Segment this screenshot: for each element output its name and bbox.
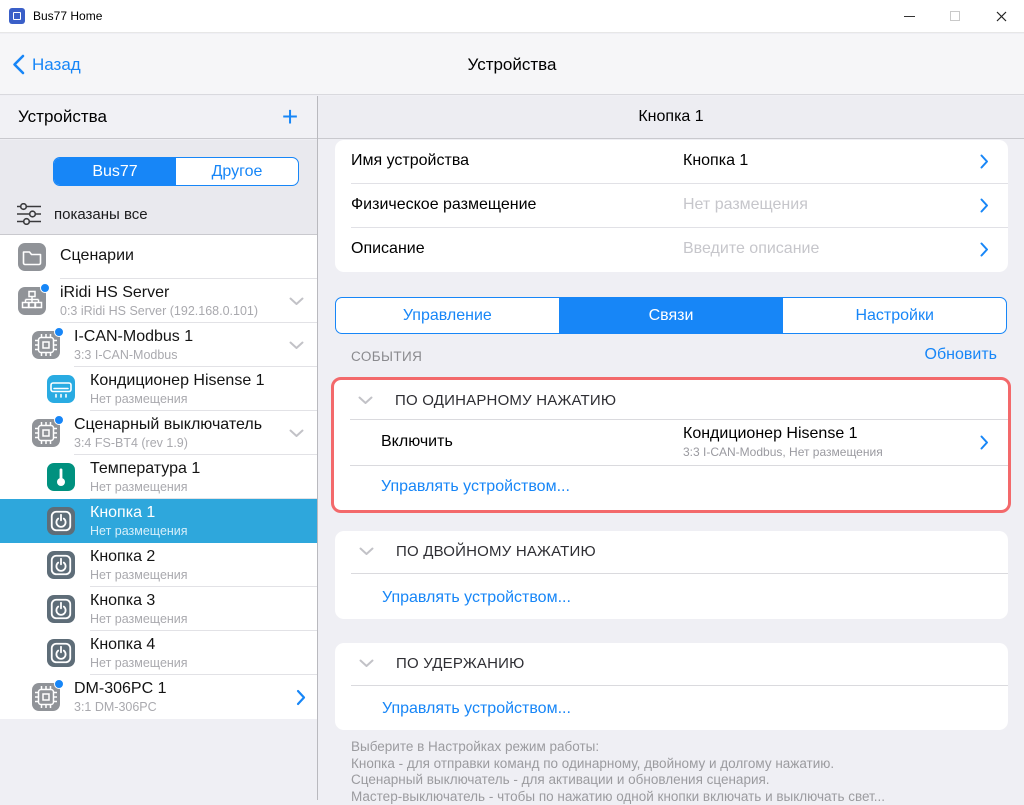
maximize-button[interactable] bbox=[932, 0, 978, 32]
event-group-header[interactable] bbox=[335, 643, 1008, 683]
device-row-temperature-1[interactable] bbox=[0, 455, 317, 499]
online-badge bbox=[54, 679, 64, 689]
device-subtitle: 3:3 I-CAN-Modbus bbox=[74, 348, 178, 362]
filter-label: показаны все bbox=[54, 206, 148, 223]
device-title: DM-306PC 1 bbox=[74, 680, 166, 698]
filter-sliders-icon bbox=[16, 203, 42, 225]
chevron-down-icon bbox=[359, 547, 374, 556]
property-row-name[interactable] bbox=[335, 140, 1008, 184]
maximize-icon bbox=[950, 11, 960, 21]
separator bbox=[351, 573, 1008, 574]
folder-icon bbox=[18, 243, 46, 271]
chevron-down-icon[interactable] bbox=[289, 297, 304, 306]
property-label: Имя устройства bbox=[351, 152, 469, 170]
chevron-right-icon bbox=[980, 242, 989, 257]
filter-button[interactable] bbox=[16, 200, 148, 228]
help-line: Мастер-выключатель - чтобы по нажатию одной кнопки включать и выключать свет... bbox=[351, 789, 1001, 805]
device-row-iridi-hs-server[interactable] bbox=[0, 279, 317, 323]
help-line: Кнопка - для отправки команд по одинарному, двойному и долгому нажатию. bbox=[351, 756, 1001, 773]
device-subtitle: 3:4 FS-BT4 (rev 1.9) bbox=[74, 436, 188, 450]
chevron-down-icon bbox=[359, 659, 374, 668]
event-group-title: ПО ДВОЙНОМУ НАЖАТИЮ bbox=[396, 543, 596, 560]
device-row-air-conditioner-hisense-1[interactable] bbox=[0, 367, 317, 411]
tab-links[interactable]: Связи bbox=[559, 298, 783, 333]
chevron-right-icon bbox=[980, 154, 989, 169]
device-subtitle: 0:3 iRidi HS Server (192.168.0.101) bbox=[60, 304, 258, 318]
device-subtitle: Нет размещения bbox=[90, 392, 188, 406]
minimize-icon bbox=[904, 16, 915, 17]
ac-icon bbox=[47, 375, 75, 403]
power-icon bbox=[47, 507, 75, 535]
chip-icon bbox=[32, 331, 60, 359]
detail-tab-bar bbox=[335, 297, 1007, 334]
device-title: Кондиционер Hisense 1 bbox=[90, 372, 265, 390]
app-header bbox=[0, 34, 1024, 95]
manage-device-link[interactable]: Управлять устройством... bbox=[381, 478, 570, 496]
device-title: Кнопка 2 bbox=[90, 548, 155, 566]
device-row-i-can-modbus-1[interactable] bbox=[0, 323, 317, 367]
property-value: Кнопка 1 bbox=[683, 152, 748, 170]
add-device-button[interactable]: + bbox=[273, 99, 307, 135]
property-value: Введите описание bbox=[683, 240, 819, 258]
segment-bus77[interactable]: Bus77 bbox=[54, 158, 176, 185]
close-button[interactable] bbox=[978, 0, 1024, 32]
back-label: Назад bbox=[32, 55, 81, 75]
power-icon bbox=[47, 639, 75, 667]
back-button[interactable] bbox=[12, 34, 81, 95]
page-title: Устройства bbox=[0, 34, 1024, 95]
event-target-subtitle: 3:3 I-CAN-Modbus, Нет размещения bbox=[683, 445, 883, 459]
separator bbox=[351, 685, 1008, 686]
device-subtitle: Нет размещения bbox=[90, 568, 188, 582]
device-row-button-1[interactable] bbox=[0, 499, 317, 543]
property-label: Описание bbox=[351, 240, 425, 258]
event-action-row[interactable] bbox=[334, 419, 1008, 465]
property-row-description[interactable] bbox=[335, 228, 1008, 272]
detail-title-bar bbox=[318, 96, 1024, 139]
thermometer-icon bbox=[47, 463, 75, 491]
tab-control[interactable]: Управление bbox=[336, 298, 559, 333]
device-title: Кнопка 1 bbox=[90, 504, 155, 522]
window-titlebar bbox=[0, 0, 1024, 33]
event-group-title: ПО УДЕРЖАНИЮ bbox=[396, 655, 525, 672]
event-group-header[interactable] bbox=[335, 531, 1008, 571]
back-chevron-icon bbox=[12, 54, 25, 75]
event-action-label: Включить bbox=[381, 433, 453, 451]
chevron-down-icon[interactable] bbox=[289, 429, 304, 438]
device-properties-card bbox=[335, 140, 1008, 272]
help-text bbox=[351, 739, 1001, 805]
chevron-right-icon bbox=[296, 689, 306, 706]
property-value: Нет размещения bbox=[683, 196, 808, 214]
property-label: Физическое размещение bbox=[351, 196, 536, 214]
chevron-down-icon[interactable] bbox=[289, 341, 304, 350]
window-controls bbox=[886, 0, 1024, 32]
device-row-dm-306pc-1[interactable] bbox=[0, 675, 317, 719]
chevron-right-icon bbox=[980, 435, 989, 450]
power-icon bbox=[47, 595, 75, 623]
device-title: I-CAN-Modbus 1 bbox=[74, 328, 193, 346]
device-title: Сценарный выключатель bbox=[74, 416, 262, 434]
sidebar-title: Устройства bbox=[18, 96, 107, 138]
window-title: Bus77 Home bbox=[33, 9, 102, 23]
device-subtitle: Нет размещения bbox=[90, 612, 188, 626]
device-list bbox=[0, 235, 317, 719]
device-row-scenarios[interactable] bbox=[0, 235, 317, 279]
event-target-title: Кондиционер Hisense 1 bbox=[683, 425, 883, 443]
device-title: Кнопка 3 bbox=[90, 592, 155, 610]
chip-icon bbox=[32, 419, 60, 447]
tab-settings[interactable]: Настройки bbox=[782, 298, 1006, 333]
device-type-segmented-control bbox=[53, 157, 299, 186]
chevron-down-icon bbox=[358, 396, 373, 405]
device-row-button-4[interactable] bbox=[0, 631, 317, 675]
online-badge bbox=[54, 327, 64, 337]
network-icon bbox=[18, 287, 46, 315]
property-row-physical-location[interactable] bbox=[335, 184, 1008, 228]
refresh-button[interactable]: Обновить bbox=[925, 346, 997, 364]
device-subtitle: Нет размещения bbox=[90, 656, 188, 670]
manage-device-link[interactable]: Управлять устройством... bbox=[382, 589, 571, 607]
event-action-target bbox=[683, 425, 883, 459]
device-subtitle: Нет размещения bbox=[90, 480, 188, 494]
device-subtitle: 3:1 DM-306PC bbox=[74, 700, 157, 714]
device-row-button-3[interactable] bbox=[0, 587, 317, 631]
separator bbox=[350, 465, 1008, 466]
manage-device-link[interactable]: Управлять устройством... bbox=[382, 700, 571, 718]
device-title: Кнопка 4 bbox=[90, 636, 155, 654]
minimize-button[interactable] bbox=[886, 0, 932, 32]
online-badge bbox=[54, 415, 64, 425]
device-row-button-2[interactable] bbox=[0, 543, 317, 587]
app-icon bbox=[9, 8, 25, 24]
segment-other[interactable]: Другое bbox=[176, 158, 298, 185]
device-title: Температура 1 bbox=[90, 460, 200, 478]
sidebar-filters bbox=[0, 140, 317, 235]
app-icon-glyph bbox=[13, 12, 21, 20]
event-group-title: ПО ОДИНАРНОМУ НАЖАТИЮ bbox=[395, 392, 616, 409]
detail-title: Кнопка 1 bbox=[638, 108, 703, 126]
event-group-single-press bbox=[331, 377, 1011, 513]
device-title: Сценарии bbox=[60, 247, 134, 265]
help-line: Сценарный выключатель - для активации и обновления сценария. bbox=[351, 772, 1001, 789]
event-group-double-press bbox=[335, 531, 1008, 619]
device-title: iRidi HS Server bbox=[60, 284, 169, 302]
online-badge bbox=[40, 283, 50, 293]
event-group-hold bbox=[335, 643, 1008, 730]
help-line: Выберите в Настройках режим работы: bbox=[351, 739, 1001, 756]
device-subtitle: Нет размещения bbox=[90, 524, 188, 538]
close-icon bbox=[996, 11, 1007, 22]
chevron-right-icon bbox=[980, 198, 989, 213]
device-row-scenario-switch[interactable] bbox=[0, 411, 317, 455]
power-icon bbox=[47, 551, 75, 579]
events-section-label: СОБЫТИЯ bbox=[351, 349, 422, 364]
event-group-header[interactable] bbox=[334, 380, 1008, 420]
sidebar-header bbox=[0, 96, 317, 139]
chip-icon bbox=[32, 683, 60, 711]
